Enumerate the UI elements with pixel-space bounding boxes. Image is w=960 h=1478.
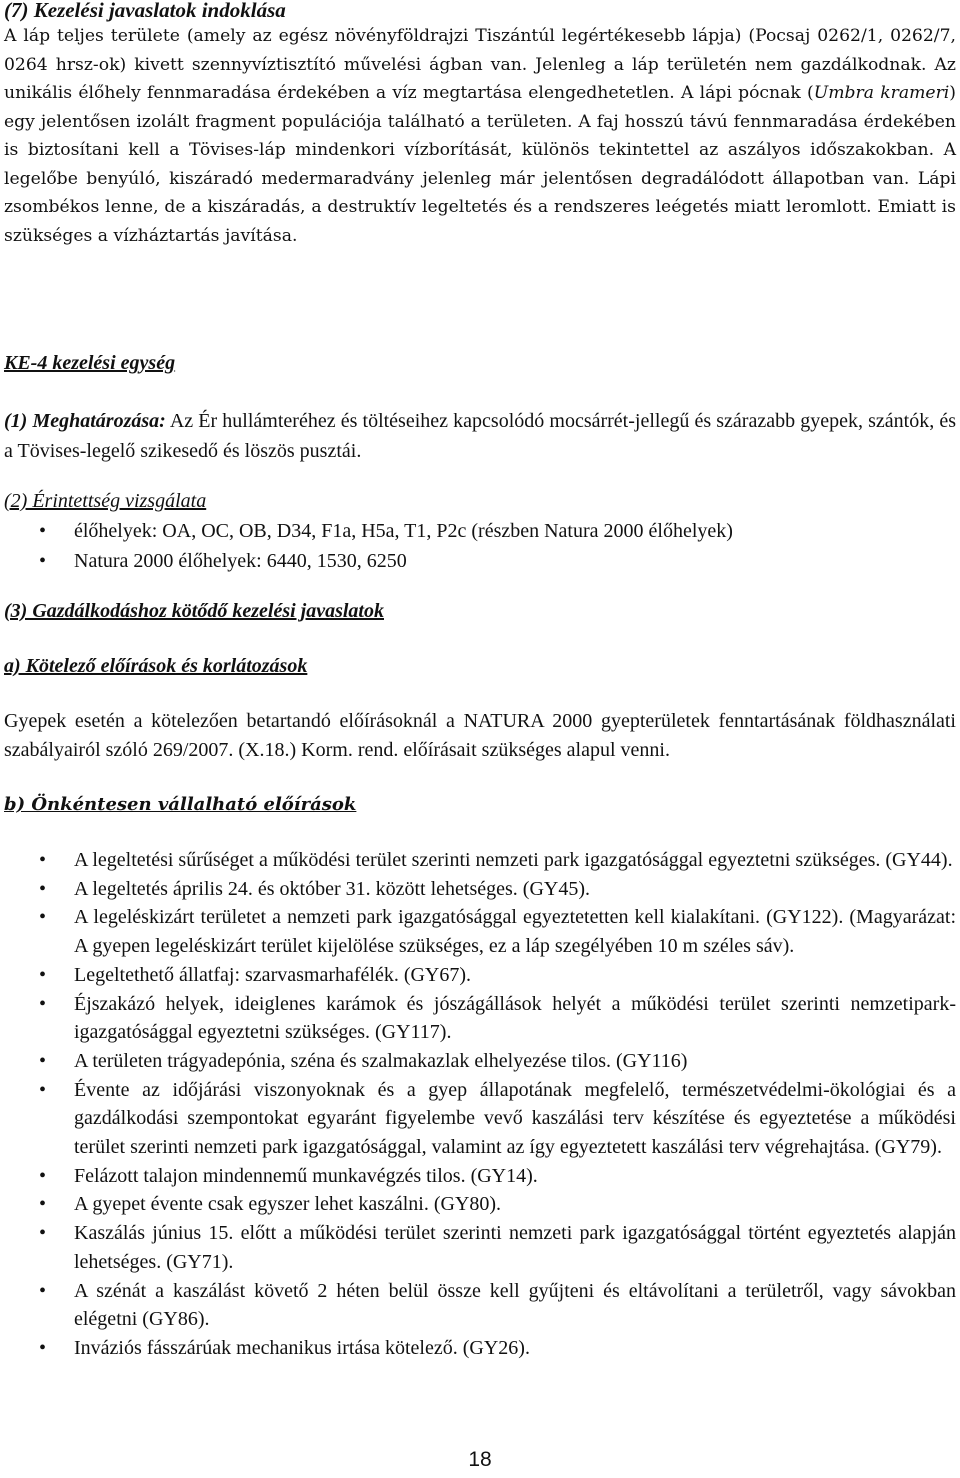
list-item: • élőhelyek: OA, OC, OB, D34, F1a, H5a, T1, P2c (részben Natura 2000 élőhelyek)	[4, 516, 956, 546]
kotelezo-title: a) Kötelező előírások és korlátozások	[4, 655, 308, 677]
onkentes-title: b) Önkéntesen vállalható előírások	[4, 794, 357, 815]
section-7-paragraph	[4, 22, 956, 250]
list-item: • Natura 2000 élőhelyek: 6440, 1530, 6250	[4, 546, 956, 576]
definition-label: (1) Meghatározása:	[4, 410, 166, 432]
erintettseg-title: (2) Érintettség vizsgálata	[4, 490, 207, 512]
section-7-text-b: ) egy jelentősen izolált fragment populációja található a területen. A faj hosszú távú fennmaradása érdekében is biztosítani kell a Tövises-láp mindenkori vízborítását, különös tekintettel az aszályos időszakokban. A legelőbe benyúló, kiszáradó medermaradvány jelenleg már jelentősen degradálódott állapotban van. Lápi zsombékos lenne, de a kiszáradás, a destruktív legeltetés és a rendszeres leégetés miatt leromlott. Emiatt is szükséges a vízháztartás javítása.	[4, 83, 956, 246]
list-item: • A legeltetési sűrűséget a működési terület szerinti nemzeti park igazgatósággal egyeztetni szükséges. (GY44).	[4, 846, 956, 875]
section-7-title: (7) Kezelési javaslatok indoklása	[4, 0, 286, 22]
page-number: 18	[468, 1448, 492, 1471]
list-item: • A területen trágyadepónia, széna és szalmakazlak elhelyezése tilos. (GY116)	[4, 1047, 956, 1076]
list-item: • A legeléskizárt területet a nemzeti park igazgatósággal egyeztetetten kell kialakítani. (GY122). (Magyarázat: A gyepen legeléskizárt terület kijelölése szükséges, ez a láp szegélyében 10 m széles sáv).	[4, 903, 956, 960]
list-item: • Felázott talajon mindennemű munkavégzés tilos. (GY14).	[4, 1162, 956, 1191]
onkentes-rules-list	[4, 846, 956, 1363]
gazdalkodas-title: (3) Gazdálkodáshoz kötődő kezelési javaslatok	[4, 600, 384, 622]
gyepek-paragraph: Gyepek esetén a kötelezően betartandó előírásoknál a NATURA 2000 gyepterületek fenntartásának földhasználati szabályairól szóló 269/2007. (X.18.) Korm. rend. előírásait szükséges alapul venni.	[4, 710, 956, 761]
list-item: • A gyepet évente csak egyszer lehet kaszálni. (GY80).	[4, 1190, 956, 1219]
list-item: • Éjszakázó helyek, ideiglenes karámok és jószágállások helyét a működési terület szerinti nemzetipark-igazgatósággal egyeztetni szükséges. (GY117).	[4, 990, 956, 1047]
list-item: • Inváziós fásszárúak mechanikus irtása kötelező. (GY26).	[4, 1334, 956, 1363]
erintettseg-list	[4, 516, 956, 576]
list-item: • Legeltethető állatfaj: szarvasmarhafélék. (GY67).	[4, 961, 956, 990]
list-item: • Évente az időjárási viszonyoknak és a gyep állapotának megfelelő, természetvédelmi-ökológiai és a gazdálkodási szempontokat egyaránt figyelembe vevő kaszálási terv készítése és egyeztetése a működési terület szerinti nemzeti park igazgatósággal, valamint az így egyeztetett kaszálási terv végrehajtása. (GY79).	[4, 1076, 956, 1162]
species-name: Umbra krameri	[813, 83, 950, 103]
list-item: • A szénát a kaszálást követő 2 héten belül össze kell gyűjteni és eltávolítani a területről, vagy sávokban elégetni (GY86).	[4, 1277, 956, 1334]
ke4-title: KE-4 kezelési egység	[4, 352, 176, 374]
section-7-text-a: A láp teljes területe (amely az egész növényföldrajzi Tiszántúl legértékesebb lápja) (Pocsaj 0262/1, 0262/7, 0264 hrsz-ok) kivett szennyvíztisztító művelési ágban van. Jelenleg a láp területén nem gazdálkodnak. Az unikális élőhely fennmaradása érdekében a víz megtartása elengedhetetlen. A lápi pócnak (	[4, 26, 956, 103]
definition-text: Az Ér hullámteréhez és töltéseihez kapcsolódó mocsárrét-jellegű és szárazabb gyepek, szántók, és a Tövises-legelő szikesedő és löszös pusztái.	[4, 410, 956, 462]
list-item: • Kaszálás június 15. előtt a működési terület szerinti nemzeti park igazgatósággal történt egyeztetés alapján lehetséges. (GY71).	[4, 1219, 956, 1276]
list-item: • A legeltetés április 24. és október 31. között lehetséges. (GY45).	[4, 875, 956, 904]
definition-paragraph	[4, 406, 956, 466]
